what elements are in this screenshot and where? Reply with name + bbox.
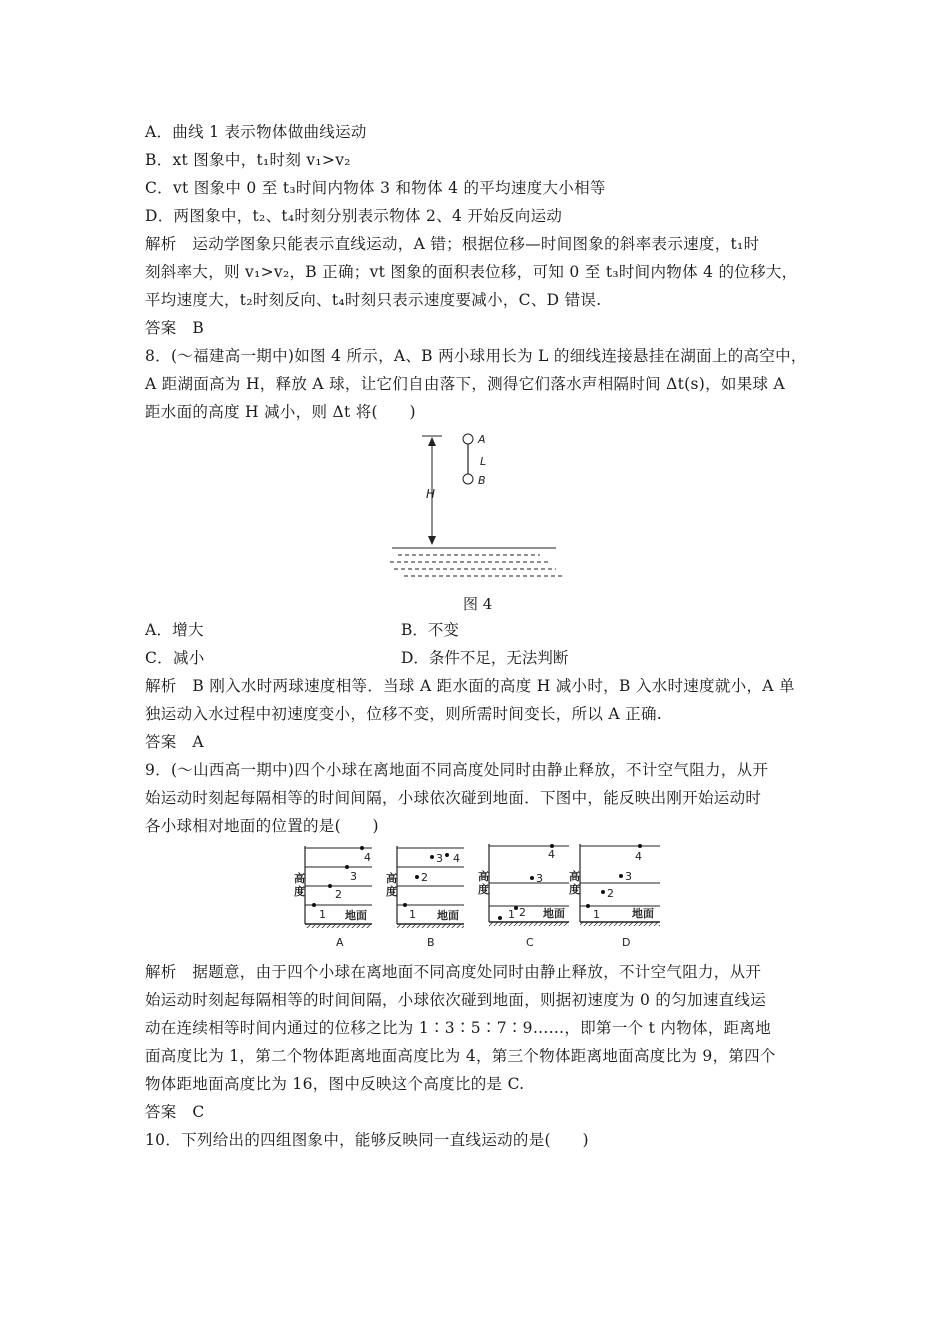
panel-a-ball-2-label: 2	[335, 888, 342, 901]
panel-c-ball-3	[530, 876, 534, 880]
panel-d-ball-1	[586, 904, 590, 908]
q7-option-d: D．两图象中，t₂、t₄时刻分别表示物体 2、4 开始反向运动	[145, 207, 563, 225]
panel-a-y-label-1: 高	[294, 872, 305, 885]
panel-c	[478, 844, 569, 949]
panel-d-ball-2	[601, 890, 605, 894]
panel-b-label: B	[427, 936, 435, 949]
string-l-label: L	[480, 455, 487, 468]
panel-d-ball-2-label: 2	[607, 887, 614, 900]
panel-b	[386, 846, 464, 949]
q8-stem-line-1: 8．(～福建高一期中)如图 4 所示，A、B 两小球用长为 L 的细线连接悬挂在湖面上的高空中，	[145, 347, 807, 365]
q9-analysis-line-5: 物体距地面高度比为 16，图中反映这个高度比的是 C.	[145, 1075, 525, 1093]
panel-b-ball-1-label: 1	[409, 908, 416, 921]
q8-stem-line-3: 距水面的高度 H 减小，则 Δt 将( )	[145, 403, 416, 421]
q8-analysis-line-2: 独运动入水过程中初速度变小，位移不变，则所需时间变长，所以 A 正确.	[145, 705, 662, 723]
panel-b-ground-label: 地面	[437, 909, 459, 922]
panel-a	[294, 846, 372, 949]
q9-stem-line-2: 始运动时刻起每隔相等的时间间隔，小球依次碰到地面．下图中，能反映出刚开始运动时	[145, 789, 762, 807]
panel-a-y-label-2: 度	[294, 885, 305, 898]
height-arrow-up-head	[428, 437, 436, 446]
q8-option-c: C．减小	[145, 649, 205, 667]
ball-b-label: B	[478, 474, 486, 487]
q7-analysis-line-1: 解析 运动学图象只能表示直线运动，A 错；根据位移—时间图象的斜率表示速度，t₁时	[145, 235, 760, 253]
panel-c-ground-label: 地面	[543, 907, 565, 920]
q9-analysis-line-2: 始运动时刻起每隔相等的时间间隔，小球依次碰到地面，则据初速度为 0 的匀加速直线运	[145, 991, 767, 1009]
panel-d-ball-1-label: 1	[593, 908, 600, 921]
panel-b-y-label-1: 高	[386, 872, 397, 885]
panel-c-y-label-1: 高	[478, 870, 489, 883]
panel-d-ground-label: 地面	[632, 907, 654, 920]
panel-b-ball-2	[415, 875, 419, 879]
panel-c-ball-3-label: 3	[536, 872, 543, 885]
q8-answer: 答案 A	[145, 733, 204, 751]
q7-answer: 答案 B	[145, 319, 205, 337]
panel-c-ball-4-label: 4	[548, 848, 555, 861]
panel-a-ball-3	[345, 865, 349, 869]
panel-a-ball-3-label: 3	[350, 870, 357, 883]
panel-a-ball-2	[328, 884, 332, 888]
ball-b	[463, 474, 473, 484]
panel-d-y-label-2: 度	[569, 883, 580, 896]
panel-a-ball-1-label: 1	[319, 908, 326, 921]
q10-stem-line-1: 10．下列给出的四组图象中，能够反映同一直线运动的是( )	[145, 1131, 589, 1149]
height-arrow-down-head	[428, 536, 436, 545]
panel-b-ball-1	[403, 903, 407, 907]
panel-d-ball-3	[619, 874, 623, 878]
panel-d-y-label-1: 高	[569, 870, 580, 883]
ball-a-label: A	[478, 433, 486, 446]
figure-4-caption: 图 4	[463, 595, 493, 613]
q7-option-c: C．vt 图象中 0 至 t₃时间内物体 3 和物体 4 的平均速度大小相等	[145, 179, 606, 197]
panel-d-ball-4	[638, 844, 642, 848]
q7-analysis-line-3: 平均速度大，t₂时刻反向、t₄时刻只表示速度要减小，C、D 错误.	[145, 291, 602, 309]
height-label: H	[426, 487, 436, 501]
q9-answer: 答案 C	[145, 1103, 205, 1121]
ball-a	[463, 434, 473, 444]
panel-b-ball-3-label: 3	[436, 852, 443, 865]
q9-figure-panels	[290, 840, 670, 955]
q8-stem-line-2: A 距湖面高为 H，释放 A 球，让它们自由落下，测得它们落水声相隔时间 Δt(s)，如果球 A	[145, 375, 786, 393]
figure-4-diagram	[380, 428, 580, 588]
panel-a-ball-4	[360, 846, 364, 850]
panel-c-ball-1	[498, 916, 502, 920]
panel-d	[569, 844, 660, 949]
panel-d-ball-4-label: 4	[635, 850, 642, 863]
q8-option-b: B．不变	[401, 621, 459, 639]
panel-b-ball-4	[445, 853, 449, 857]
panel-d-label: D	[622, 936, 631, 949]
q9-analysis-line-1: 解析 据题意，由于四个小球在离地面不同高度处同时由静止释放，不计空气阻力，从开	[145, 963, 762, 981]
panel-c-y-label-2: 度	[478, 883, 489, 896]
q7-option-b: B．xt 图象中，t₁时刻 v₁>v₂	[145, 151, 351, 169]
q7-option-a: A．曲线 1 表示物体做曲线运动	[145, 123, 367, 141]
panel-b-ball-2-label: 2	[421, 871, 428, 884]
q7-analysis-line-2: 刻斜率大，则 v₁>v₂，B 正确；vt 图象的面积表位移，可知 0 至 t₃时间内物体 4 的位移大，	[145, 263, 798, 281]
panel-c-ball-1-label: 1	[508, 908, 515, 921]
panel-a-ground-label: 地面	[345, 909, 367, 922]
panel-a-ball-1	[312, 903, 316, 907]
panel-d-ball-3-label: 3	[625, 870, 632, 883]
panel-a-ball-4-label: 4	[364, 851, 371, 864]
panel-b-ball-4-label: 4	[453, 852, 460, 865]
q9-analysis-line-4: 面高度比为 1，第二个物体距离地面高度比为 4，第三个物体距离地面高度比为 9，第四个	[145, 1047, 776, 1065]
q8-option-a: A．增大	[145, 621, 204, 639]
q9-stem-line-3: 各小球相对地面的位置的是( )	[145, 817, 379, 835]
q9-analysis-line-3: 动在连续相等时间内通过的位移之比为 1∶3∶5∶7∶9……，即第一个 t 内物体，距离地	[145, 1019, 772, 1037]
panel-a-label: A	[336, 936, 344, 949]
panel-c-label: C	[526, 936, 534, 949]
q8-analysis-line-1: 解析 B 刚入水时两球速度相等．当球 A 距水面的高度 H 减小时，B 入水时速度就小，A 单	[145, 677, 795, 695]
panel-c-ball-2-label: 2	[519, 906, 526, 919]
q8-option-d: D．条件不足，无法判断	[401, 649, 569, 667]
q9-stem-line-1: 9．(～山西高一期中)四个小球在离地面不同高度处同时由静止释放，不计空气阻力，从开	[145, 761, 769, 779]
panel-b-y-label-2: 度	[386, 885, 397, 898]
panel-b-ball-3	[430, 855, 434, 859]
